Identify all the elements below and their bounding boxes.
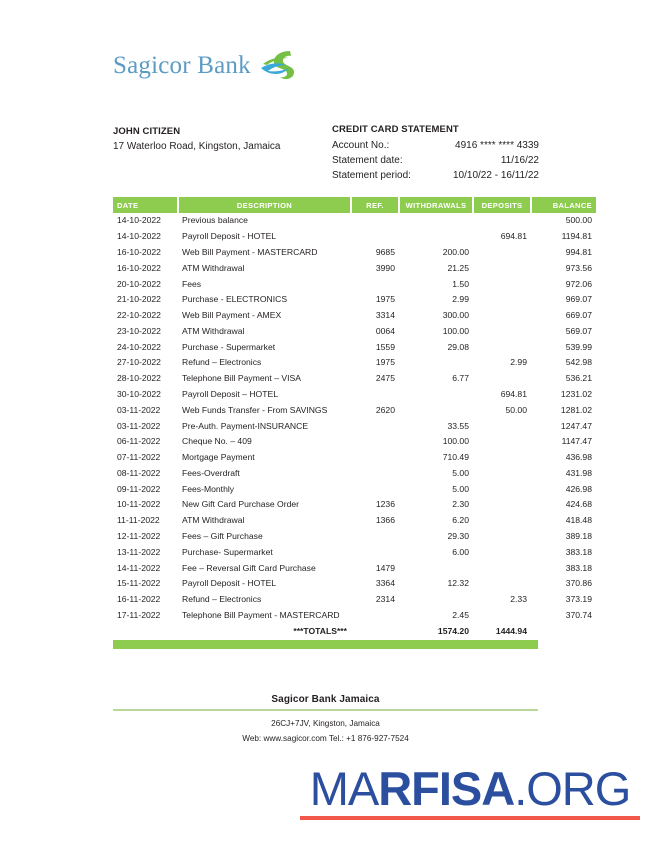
account-number-value: 4916 **** **** 4339	[455, 140, 539, 151]
cell-description: New Gift Card Purchase Order	[182, 499, 300, 510]
cell-balance: 1147.47	[561, 436, 592, 447]
statement-period-value: 10/10/22 - 16/11/22	[453, 170, 539, 181]
cell-deposits	[473, 213, 531, 229]
table-header-row	[113, 197, 596, 213]
cell-ref: 1559	[375, 341, 395, 352]
cell-withdrawals: 5.00	[452, 467, 469, 478]
cell-deposits	[473, 560, 531, 576]
cell-deposits: 2.33	[510, 594, 527, 605]
table-row	[113, 608, 596, 624]
cell-balance: 1194.81	[561, 231, 592, 242]
cell-ref: 3364	[375, 578, 395, 589]
cell-balance: 994.81	[565, 246, 592, 257]
transactions-table-body	[113, 213, 596, 639]
statement-date-value: 11/16/22	[500, 155, 539, 166]
bank-logo	[113, 48, 299, 84]
account-holder-name: JOHN CITIZEN	[113, 126, 181, 137]
cell-ref: 1366	[375, 515, 395, 526]
account-holder-block	[113, 124, 281, 154]
page-footer	[113, 694, 538, 746]
cell-date: 03-11-2022	[117, 404, 161, 415]
cell-date: 09-11-2022	[117, 483, 161, 494]
cell-withdrawals: 12.32	[447, 578, 469, 589]
cell-deposits	[473, 513, 531, 529]
column-header-description: DESCRIPTION	[178, 197, 351, 213]
transactions-table	[113, 197, 596, 639]
cell-ref: 2475	[375, 373, 395, 384]
cell-deposits	[473, 323, 531, 339]
cell-withdrawals: 6.20	[452, 515, 469, 526]
cell-deposits: 50.00	[505, 404, 527, 415]
cell-description: Web Bill Payment - AMEX	[182, 310, 282, 321]
cell-withdrawals: 29.30	[447, 531, 469, 542]
cell-description: Payroll Deposit – HOTEL	[182, 388, 278, 399]
column-header-ref: REF.	[351, 197, 399, 213]
cell-date: 23-10-2022	[117, 325, 161, 336]
cell-deposits	[473, 418, 531, 434]
cell-withdrawals: 200.00	[442, 246, 469, 257]
cell-withdrawals: 1.50	[452, 278, 469, 289]
table-row	[113, 213, 596, 229]
cell-ref: 2620	[375, 404, 395, 415]
cell-withdrawals: 100.00	[442, 436, 469, 447]
statement-title: CREDIT CARD STATEMENT	[332, 124, 459, 135]
table-row	[113, 529, 596, 545]
cell-deposits	[473, 371, 531, 387]
cell-deposits	[473, 434, 531, 450]
cell-balance: 383.18	[565, 546, 592, 557]
cell-ref: 1975	[375, 294, 395, 305]
cell-withdrawals: 5.00	[452, 483, 469, 494]
table-row	[113, 592, 596, 608]
cell-withdrawals: 710.49	[442, 452, 469, 463]
statement-date-label: Statement date:	[332, 155, 403, 166]
cell-description: Fees	[182, 278, 202, 289]
cell-balance: 436.98	[565, 452, 592, 463]
cell-description: Refund – Electronics	[182, 357, 262, 368]
cell-ref	[351, 466, 399, 482]
cell-balance: 539.99	[565, 341, 592, 352]
cell-ref	[351, 434, 399, 450]
cell-date: 12-11-2022	[117, 531, 161, 542]
cell-balance: 1247.47	[560, 420, 592, 431]
statement-period-label: Statement period:	[332, 170, 411, 181]
cell-balance: 669.07	[565, 310, 592, 321]
cell-deposits	[473, 481, 531, 497]
column-header-withdrawals: WITHDRAWALS	[399, 197, 473, 213]
cell-date: 16-10-2022	[117, 262, 161, 273]
cell-date: 10-11-2022	[117, 499, 161, 510]
statement-meta-row-date	[332, 153, 539, 168]
cell-date: 28-10-2022	[117, 373, 161, 384]
column-header-balance: BALANCE	[531, 197, 596, 213]
cell-date: 16-10-2022	[117, 246, 161, 257]
table-row	[113, 544, 596, 560]
cell-ref: 0064	[375, 325, 395, 336]
footer-contact: Web: www.sagicor.com Tel.: +1 876-927-7524	[242, 734, 409, 743]
cell-date: 14-11-2022	[117, 562, 161, 573]
cell-ref: 1975	[375, 357, 395, 368]
cell-date: 06-11-2022	[117, 436, 161, 447]
transactions-table-wrapper	[113, 197, 592, 649]
statement-meta-row-account	[332, 138, 539, 153]
table-row	[113, 450, 596, 466]
table-row	[113, 308, 596, 324]
cell-date: 24-10-2022	[117, 341, 161, 352]
cell-description: Mortgage Payment	[182, 452, 255, 463]
cell-date: 14-10-2022	[117, 231, 161, 242]
cell-withdrawals: 29.08	[447, 341, 469, 352]
cell-balance: 373.19	[565, 594, 592, 605]
cell-description: Telephone Bill Payment - MASTERCARD	[182, 609, 340, 620]
cell-date: 03-11-2022	[117, 420, 161, 431]
table-row	[113, 339, 596, 355]
cell-balance: 383.18	[565, 562, 592, 573]
totals-spacer	[113, 623, 178, 639]
cell-deposits	[473, 339, 531, 355]
cell-description: ATM Withdrawal	[182, 325, 245, 336]
cell-description: ATM Withdrawal	[182, 262, 245, 273]
cell-balance: 972.06	[565, 278, 592, 289]
cell-date: 17-11-2022	[117, 609, 161, 620]
watermark-part3: .ORG	[514, 762, 631, 815]
cell-description: Previous balance	[182, 215, 248, 226]
cell-balance: 569.07	[565, 325, 592, 336]
table-row	[113, 513, 596, 529]
cell-balance: 431.98	[565, 467, 592, 478]
cell-deposits	[473, 308, 531, 324]
table-row	[113, 229, 596, 245]
cell-withdrawals	[399, 229, 473, 245]
cell-ref	[351, 213, 399, 229]
table-row	[113, 371, 596, 387]
cell-balance: 370.74	[565, 609, 592, 620]
cell-ref	[351, 229, 399, 245]
watermark-text	[300, 764, 640, 814]
cell-description: Purchase - Supermarket	[182, 341, 276, 352]
table-row	[113, 434, 596, 450]
cell-deposits	[473, 260, 531, 276]
cell-description: Web Funds Transfer - From SAVINGS	[182, 404, 328, 415]
watermark	[300, 764, 640, 820]
cell-description: Refund – Electronics	[182, 594, 262, 605]
cell-ref	[351, 276, 399, 292]
cell-ref	[351, 450, 399, 466]
cell-date: 22-10-2022	[117, 310, 161, 321]
table-row	[113, 292, 596, 308]
column-header-date: DATE	[113, 197, 178, 213]
cell-ref	[351, 418, 399, 434]
cell-ref: 3314	[375, 310, 395, 321]
cell-deposits	[473, 292, 531, 308]
cell-deposits	[473, 450, 531, 466]
cell-withdrawals: 33.55	[447, 420, 469, 431]
leaf-swoosh-icon	[259, 48, 299, 84]
cell-date: 21-10-2022	[117, 294, 161, 305]
cell-date: 11-11-2022	[117, 515, 160, 526]
cell-ref	[351, 387, 399, 403]
cell-withdrawals	[399, 592, 473, 608]
cell-balance: 426.98	[565, 483, 592, 494]
cell-date: 16-11-2022	[117, 594, 161, 605]
cell-balance: 542.98	[565, 357, 592, 368]
cell-ref	[351, 529, 399, 545]
cell-description: Purchase- Supermarket	[182, 546, 273, 557]
cell-deposits	[473, 608, 531, 624]
table-row	[113, 418, 596, 434]
cell-withdrawals	[399, 355, 473, 371]
cell-description: Pre-Auth. Payment-INSURANCE	[182, 420, 309, 431]
account-number-label: Account No.:	[332, 140, 390, 151]
cell-balance: 418.48	[565, 515, 592, 526]
table-row	[113, 276, 596, 292]
cell-balance: 500.00	[565, 215, 592, 226]
cell-deposits	[473, 466, 531, 482]
cell-date: 08-11-2022	[117, 467, 161, 478]
cell-date: 07-11-2022	[117, 452, 161, 463]
cell-deposits	[473, 544, 531, 560]
cell-withdrawals	[399, 387, 473, 403]
cell-deposits: 2.99	[510, 357, 527, 368]
statement-meta-row-period	[332, 168, 539, 183]
statement-summary-block	[332, 124, 539, 183]
cell-balance: 1231.02	[560, 388, 592, 399]
cell-date: 15-11-2022	[117, 578, 161, 589]
cell-ref	[351, 544, 399, 560]
cell-withdrawals	[399, 402, 473, 418]
cell-withdrawals: 100.00	[442, 325, 469, 336]
cell-ref	[351, 481, 399, 497]
totals-label: ***TOTALS***	[293, 625, 347, 636]
table-row	[113, 323, 596, 339]
cell-withdrawals: 6.00	[452, 546, 469, 557]
table-row	[113, 576, 596, 592]
cell-deposits	[473, 245, 531, 261]
cell-withdrawals: 2.99	[452, 294, 469, 305]
footer-address: 26CJ+7JV, Kingston, Jamaica	[271, 719, 380, 728]
cell-deposits: 694.81	[500, 231, 527, 242]
cell-ref: 9685	[375, 246, 395, 257]
totals-withdrawals: 1574.20	[437, 625, 469, 636]
cell-balance: 424.68	[565, 499, 592, 510]
watermark-part2: RFISA	[378, 762, 515, 815]
cell-withdrawals: 300.00	[442, 310, 469, 321]
cell-balance: 389.18	[565, 531, 592, 542]
cell-description: Fees – Gift Purchase	[182, 531, 263, 542]
footer-bank-name: Sagicor Bank Jamaica	[271, 694, 380, 705]
table-bottom-bar	[113, 640, 538, 649]
cell-date: 27-10-2022	[117, 357, 161, 368]
cell-withdrawals: 21.25	[447, 262, 469, 273]
cell-deposits	[473, 497, 531, 513]
cell-ref: 1236	[375, 499, 395, 510]
cell-deposits	[473, 529, 531, 545]
cell-balance: 1281.02	[560, 404, 592, 415]
table-row	[113, 355, 596, 371]
table-totals-row	[113, 623, 596, 639]
table-row	[113, 245, 596, 261]
cell-withdrawals	[399, 560, 473, 576]
cell-withdrawals: 6.77	[452, 373, 469, 384]
cell-description: Payroll Deposit - HOTEL	[182, 231, 277, 242]
totals-balance-spacer	[531, 623, 596, 639]
column-header-deposits: DEPOSITS	[473, 197, 531, 213]
cell-description: Cheque No. – 409	[182, 436, 252, 447]
cell-description: Telephone Bill Payment – VISA	[182, 373, 301, 384]
cell-ref: 3990	[375, 262, 395, 273]
cell-withdrawals: 2.30	[452, 499, 469, 510]
cell-balance: 969.07	[565, 294, 592, 305]
cell-withdrawals	[399, 213, 473, 229]
cell-description: Purchase - ELECTRONICS	[182, 294, 288, 305]
cell-description: Fees-Monthly	[182, 483, 235, 494]
footer-divider	[113, 709, 538, 711]
cell-balance: 536.21	[565, 373, 592, 384]
table-row	[113, 387, 596, 403]
totals-deposits: 1444.94	[495, 625, 527, 636]
account-holder-address: 17 Waterloo Road, Kingston, Jamaica	[113, 141, 281, 152]
cell-deposits	[473, 576, 531, 592]
cell-date: 14-10-2022	[117, 215, 161, 226]
cell-balance: 973.56	[565, 262, 592, 273]
cell-description: Fee – Reversal Gift Card Purchase	[182, 562, 316, 573]
watermark-underline	[300, 816, 640, 820]
table-row	[113, 497, 596, 513]
cell-description: Payroll Deposit - HOTEL	[182, 578, 277, 589]
cell-deposits	[473, 276, 531, 292]
cell-date: 13-11-2022	[117, 546, 161, 557]
bank-logo-text: Sagicor Bank	[113, 52, 251, 79]
cell-ref: 1479	[375, 562, 395, 573]
cell-balance: 370.86	[565, 578, 592, 589]
table-row	[113, 560, 596, 576]
cell-withdrawals: 2.45	[452, 609, 469, 620]
table-row	[113, 402, 596, 418]
cell-date: 20-10-2022	[117, 278, 161, 289]
cell-description: Web Bill Payment - MASTERCARD	[182, 246, 318, 257]
table-row	[113, 481, 596, 497]
cell-description: ATM Withdrawal	[182, 515, 245, 526]
cell-deposits: 694.81	[500, 388, 527, 399]
watermark-part1: MA	[309, 762, 379, 815]
cell-date: 30-10-2022	[117, 388, 161, 399]
totals-ref-spacer	[351, 623, 399, 639]
cell-description: Fees-Overdraft	[182, 467, 240, 478]
table-row	[113, 260, 596, 276]
cell-ref	[351, 608, 399, 624]
cell-ref: 2314	[375, 594, 395, 605]
table-row	[113, 466, 596, 482]
